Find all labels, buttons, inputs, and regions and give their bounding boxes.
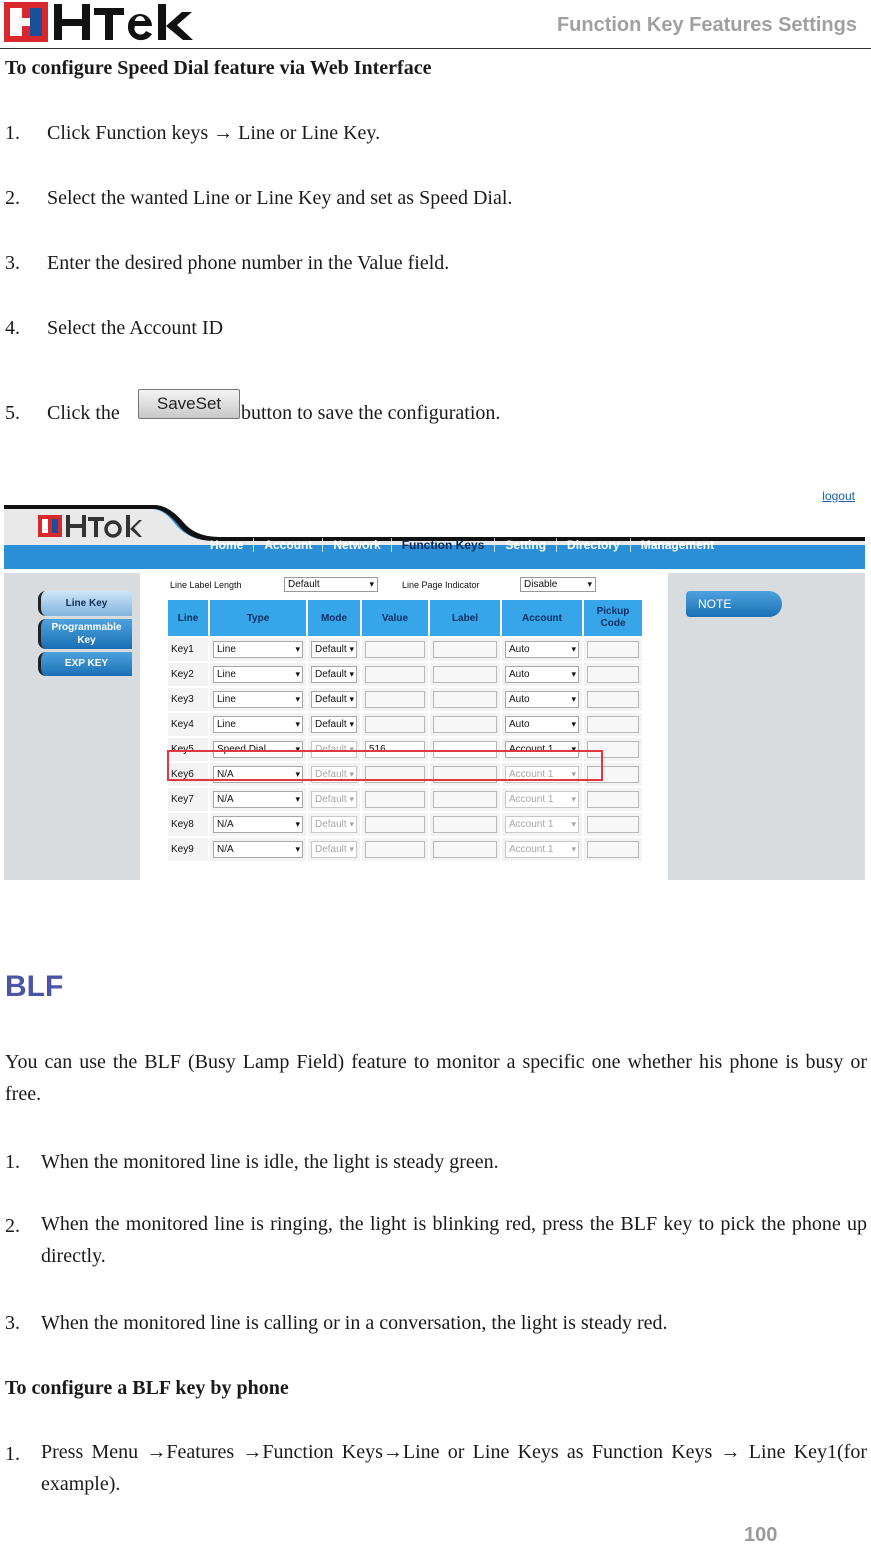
list-text: When the monitored line is ringing, the light is blinking red, press the BLF key to pick the phone up directly. (41, 1213, 867, 1267)
step-number: 3. (5, 252, 20, 274)
label-cell (430, 713, 500, 736)
value-input[interactable] (365, 791, 425, 808)
type-cell (210, 638, 306, 661)
saveset-button-image: SaveSet (138, 389, 240, 419)
value-input[interactable] (365, 691, 425, 708)
header-title: Function Key Features Settings (556, 14, 857, 36)
type-select[interactable]: Line ▾ (213, 691, 303, 708)
list-text: When the monitored line is calling or in a conversation, the light is steady red. (41, 1312, 668, 1334)
line-page-indicator-label: Line Page Indicator (402, 580, 480, 590)
list-text: Press Menu →Features →Function Keys→Line or Line Keys as Function Keys → Line Key1(for example). (41, 1441, 867, 1495)
mode-select[interactable]: Default ▾ (311, 766, 357, 783)
web-interface-screenshot (4, 487, 865, 880)
account-cell (502, 788, 582, 811)
nav-directory[interactable]: Directory (557, 538, 631, 552)
step-text: Enter the desired phone number in the Value field. (47, 252, 450, 274)
note-label: NOTE (686, 591, 782, 617)
mode-cell (308, 838, 360, 861)
function-keys-panel (144, 573, 664, 880)
pickup-cell (584, 813, 642, 836)
table-row (168, 788, 642, 811)
value-input[interactable] (365, 641, 425, 658)
pickup-cell (584, 663, 642, 686)
label-input[interactable] (433, 666, 497, 683)
main-nav (200, 535, 724, 555)
type-cell (210, 663, 306, 686)
value-cell (362, 788, 428, 811)
account-cell (502, 688, 582, 711)
line-label-length-select[interactable]: Default ▾ (284, 577, 378, 592)
table-row (168, 663, 642, 686)
column-header: Type (210, 600, 306, 636)
column-header: Label (430, 600, 500, 636)
nav-account[interactable]: Account (254, 538, 323, 552)
pickup-code-input[interactable] (587, 816, 639, 833)
label-input[interactable] (433, 816, 497, 833)
account-cell (502, 638, 582, 661)
speed-dial-highlight-box (167, 750, 603, 781)
mode-select[interactable]: Default ▾ (311, 816, 357, 833)
account-select[interactable]: Account 1 ▾ (505, 841, 579, 858)
step-text: Click the (47, 402, 120, 424)
note-panel (668, 573, 865, 880)
account-select[interactable]: Auto ▾ (505, 666, 579, 683)
value-input[interactable] (365, 716, 425, 733)
mode-cell (308, 663, 360, 686)
table-row (168, 638, 642, 661)
type-select[interactable]: Line ▾ (213, 666, 303, 683)
label-cell (430, 788, 500, 811)
column-header: Mode (308, 600, 360, 636)
type-select[interactable]: Speed Dial ▾ (213, 741, 303, 758)
account-select[interactable]: Auto ▾ (505, 691, 579, 708)
pickup-code-input[interactable] (587, 666, 639, 683)
label-input[interactable] (433, 691, 497, 708)
mode-select[interactable]: Default ▾ (311, 716, 357, 733)
header-divider (0, 48, 871, 49)
mode-select[interactable]: Default ▾ (311, 666, 357, 683)
type-select[interactable]: Line ▾ (213, 641, 303, 658)
mode-select[interactable]: Default ▾ (311, 741, 357, 758)
mode-select[interactable]: Default ▾ (311, 691, 357, 708)
key-name: Key2 (168, 663, 208, 686)
key-name: Key5 (168, 738, 208, 761)
blf-phone-heading: To configure a BLF key by phone (5, 1377, 289, 1399)
list-number: 1. (5, 1443, 20, 1465)
label-input[interactable] (433, 841, 497, 858)
pickup-cell (584, 713, 642, 736)
mode-select[interactable]: Default ▾ (311, 791, 357, 808)
pickup-code-input[interactable] (587, 791, 639, 808)
key-name: Key9 (168, 838, 208, 861)
type-select[interactable]: N/A ▾ (213, 841, 303, 858)
step-text: button to save the configuration. (241, 402, 501, 424)
blf-intro: You can use the BLF (Busy Lamp Field) feature to monitor a specific one whether his phone is busy or free. (5, 1051, 867, 1105)
label-input[interactable] (433, 641, 497, 658)
nav-network[interactable]: Network (323, 538, 391, 552)
type-cell (210, 788, 306, 811)
value-input[interactable]: 516 (365, 741, 425, 758)
line-label-length-label: Line Label Length (170, 580, 242, 590)
step-text: Select the Account ID (47, 317, 224, 339)
account-cell (502, 838, 582, 861)
key-name: Key1 (168, 638, 208, 661)
mode-cell (308, 688, 360, 711)
pickup-cell (584, 688, 642, 711)
account-select[interactable]: Account 1 ▾ (505, 791, 579, 808)
mode-cell (308, 638, 360, 661)
label-cell (430, 688, 500, 711)
key-name: Key4 (168, 713, 208, 736)
step-number: 2. (5, 187, 20, 209)
account-select[interactable]: Auto ▾ (505, 716, 579, 733)
pickup-cell (584, 788, 642, 811)
mode-select[interactable]: Default ▾ (311, 641, 357, 658)
value-cell (362, 838, 428, 861)
account-select[interactable]: Account 1 ▾ (505, 766, 579, 783)
logout-link[interactable]: logout (822, 489, 855, 503)
mode-cell (308, 813, 360, 836)
line-page-indicator-select[interactable]: Disable ▾ (520, 577, 596, 592)
step-number: 1. (5, 122, 20, 144)
account-select[interactable]: Account 1 ▾ (505, 741, 579, 758)
function-keys-table (166, 598, 644, 863)
menu-line-key[interactable]: Line Key (38, 591, 132, 616)
nav-home[interactable]: Home (200, 538, 254, 552)
mode-cell (308, 713, 360, 736)
htek-logo (4, 2, 194, 44)
value-cell (362, 638, 428, 661)
pickup-cell (584, 838, 642, 861)
table-row (168, 838, 642, 861)
type-cell (210, 838, 306, 861)
column-header: Value (362, 600, 428, 636)
mode-select[interactable]: Default ▾ (311, 841, 357, 858)
value-input[interactable] (365, 841, 425, 858)
pickup-code-input[interactable] (587, 691, 639, 708)
type-select[interactable]: Line ▾ (213, 716, 303, 733)
key-name: Key3 (168, 688, 208, 711)
value-cell (362, 813, 428, 836)
step-text: Click Function keys → Line or Line Key. (47, 122, 381, 144)
list-number: 2. (5, 1215, 20, 1237)
table-row (168, 688, 642, 711)
step-number: 5. (5, 402, 20, 424)
account-cell (502, 813, 582, 836)
value-cell (362, 713, 428, 736)
key-name: Key8 (168, 813, 208, 836)
label-cell (430, 638, 500, 661)
key-name: Key6 (168, 763, 208, 786)
value-input[interactable] (365, 816, 425, 833)
pickup-code-input[interactable] (587, 716, 639, 733)
column-header: Account (502, 600, 582, 636)
nav-setting[interactable]: Setting (495, 538, 557, 552)
blf-heading: BLF (5, 970, 64, 1003)
account-select[interactable]: Account 1 ▾ (505, 816, 579, 833)
list-text: When the monitored line is idle, the light is steady green. (41, 1151, 499, 1173)
nav-management[interactable]: Management (640, 538, 715, 552)
value-cell (362, 688, 428, 711)
account-cell (502, 663, 582, 686)
htek-small-logo (38, 514, 142, 540)
label-cell (430, 838, 500, 861)
type-cell (210, 713, 306, 736)
account-select[interactable]: Auto ▾ (505, 641, 579, 658)
key-name: Key7 (168, 788, 208, 811)
list-number: 1. (5, 1151, 20, 1173)
label-input[interactable] (433, 791, 497, 808)
label-cell (430, 663, 500, 686)
page-number: 100 (744, 1524, 778, 1544)
value-cell (362, 663, 428, 686)
type-select[interactable]: N/A ▾ (213, 791, 303, 808)
type-select[interactable]: N/A ▾ (213, 816, 303, 833)
column-header: Line (168, 600, 208, 636)
speed-dial-heading: To configure Speed Dial feature via Web Interface (5, 57, 432, 79)
type-cell (210, 813, 306, 836)
pickup-code-input[interactable] (587, 641, 639, 658)
pickup-code-input[interactable] (587, 841, 639, 858)
value-input[interactable] (365, 666, 425, 683)
column-header: Pickup Code (584, 600, 642, 636)
left-menu (4, 573, 140, 880)
type-select[interactable]: N/A ▾ (213, 766, 303, 783)
label-input[interactable] (433, 716, 497, 733)
table-row (168, 713, 642, 736)
list-number: 3. (5, 1312, 20, 1334)
account-cell (502, 713, 582, 736)
menu-exp-key[interactable]: EXP KEY (38, 652, 132, 676)
web-header (4, 487, 865, 569)
menu-programmable-key[interactable]: Programmable Key (38, 619, 132, 649)
pickup-cell (584, 638, 642, 661)
mode-cell (308, 788, 360, 811)
table-row (168, 813, 642, 836)
step-text: Select the wanted Line or Line Key and set as Speed Dial. (47, 187, 513, 209)
type-cell (210, 688, 306, 711)
label-cell (430, 813, 500, 836)
step-number: 4. (5, 317, 20, 339)
nav-function-keys[interactable]: Function Keys (392, 538, 496, 552)
